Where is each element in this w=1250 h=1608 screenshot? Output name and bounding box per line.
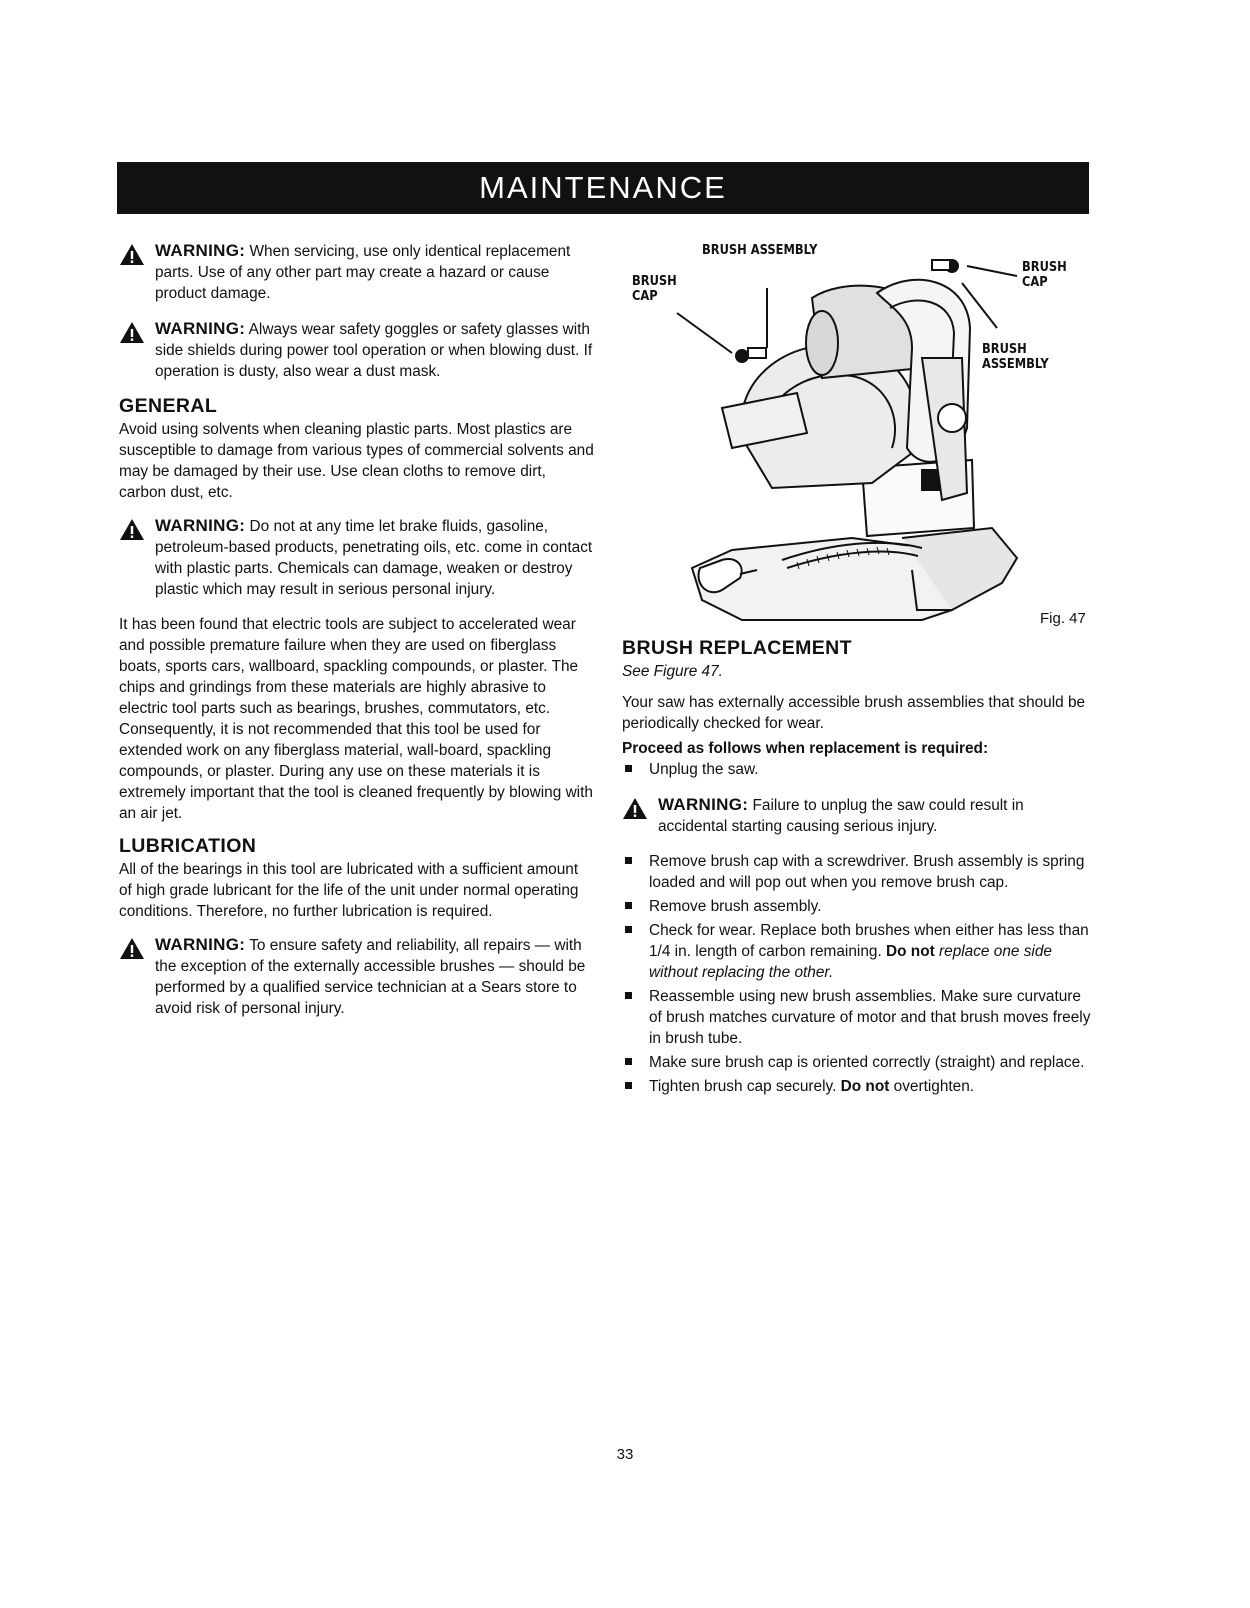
list-item: Tighten brush cap securely. Do not overtighten. <box>622 1076 1097 1097</box>
warning-block <box>622 794 1097 837</box>
figure-caption: Fig. 47 <box>1040 610 1086 627</box>
pre-step-list <box>622 759 1097 780</box>
warning-text: When servicing, use only identical replacement parts. Use of any other part may create a hazard or cause product damage. <box>155 243 571 302</box>
bullet-icon <box>625 857 632 864</box>
warning-text: Do not at any time let brake fluids, gasoline, petroleum-based products, penetrating oils, etc. come in contact with plastic parts. Chemicals can damage, weaken or destroy plastic which may result in serious personal injury. <box>155 518 593 598</box>
callout-brush-assembly-top: BRUSH ASSEMBLY <box>702 242 818 258</box>
warning-icon <box>119 515 155 600</box>
callout-brush-cap-right: BRUSH CAP <box>1022 259 1067 290</box>
bullet-icon <box>625 902 632 909</box>
brush-steps-list <box>622 851 1097 1097</box>
section-heading-general: GENERAL <box>119 395 218 417</box>
list-item: Remove brush cap with a screwdriver. Brush assembly is spring loaded and will pop out when you remove brush cap. <box>622 851 1097 893</box>
warning-label: WARNING: <box>658 795 749 814</box>
warning-label: WARNING: <box>155 935 246 954</box>
bullet-icon <box>625 992 632 999</box>
proceed-instruction: Proceed as follows when replacement is required: <box>622 740 989 757</box>
warning-block <box>119 934 595 1019</box>
warning-text: Always wear safety goggles or safety glasses with side shields during power tool operation or when blowing dust. If operation is dusty, also wear a dust mask. <box>155 321 593 380</box>
warning-label: WARNING: <box>155 241 246 260</box>
lubrication-paragraph: All of the bearings in this tool are lubricated with a sufficient amount of high grade lubricant for the life of the unit under normal operating conditions. Therefore, no further lubrication is required. <box>119 861 579 920</box>
miter-saw-illustration <box>622 238 1100 638</box>
warning-icon <box>119 318 155 382</box>
bullet-icon <box>625 926 632 933</box>
warning-icon <box>119 934 155 1019</box>
bullet-icon <box>625 1082 632 1089</box>
bullet-icon <box>625 765 632 772</box>
warning-block <box>119 318 595 382</box>
warning-icon <box>622 794 658 837</box>
right-column <box>622 612 1097 1111</box>
general-paragraph: Avoid using solvents when cleaning plastic parts. Most plastics are susceptible to damage from various types of commercial solvents and may be damaged by their use. Use clean cloths to remove dirt, carbon dust, etc. <box>119 421 594 501</box>
warning-text: Failure to unplug the saw could result in accidental starting causing serious injury. <box>658 797 1024 835</box>
callout-brush-assembly-right: BRUSH ASSEMBLY <box>982 341 1049 372</box>
warning-block <box>119 240 595 304</box>
left-column <box>119 240 595 1033</box>
list-item: Make sure brush cap is oriented correctly (straight) and replace. <box>622 1052 1097 1073</box>
section-heading-brush-replacement: BRUSH REPLACEMENT <box>622 637 852 659</box>
figure-reference: See Figure 47. <box>622 663 723 680</box>
warning-icon <box>119 240 155 304</box>
list-item: Remove brush assembly. <box>622 896 1097 917</box>
list-item: Unplug the saw. <box>622 759 1097 780</box>
page-number: 33 <box>616 1446 634 1463</box>
miter-saw-figure <box>622 238 1100 638</box>
page-title: MAINTENANCE <box>117 162 1089 214</box>
warning-text: To ensure safety and reliability, all repairs — with the exception of the externally accessible brushes — should be performed by a qualified service technician at a Sears store to avoid risk of personal injury. <box>155 937 586 1017</box>
warning-label: WARNING: <box>155 319 246 338</box>
list-item: Check for wear. Replace both brushes when either has less than 1/4 in. length of carbon remaining. Do not replace one side without replacing the other. <box>622 920 1097 983</box>
section-heading-lubrication: LUBRICATION <box>119 835 257 857</box>
warning-block <box>119 515 595 600</box>
fiberglass-paragraph: It has been found that electric tools are subject to accelerated wear and possible premature failure when they are used on fiberglass boats, sports cars, wallboard, spackling compounds, or plaster. The chips and grindings from these materials are highly abrasive to electric tool parts such as bearings, brushes, commutators, etc. Consequently, it is not recommended that this tool be used for extended work on any fiberglass material, wall-board, spackling compounds, or plaster. During any use on these materials it is extremely important that the tool is cleaned frequently by blowing with an air jet. <box>119 616 593 822</box>
callout-brush-cap-left: BRUSH CAP <box>632 273 677 304</box>
brush-intro: Your saw has externally accessible brush assemblies that should be periodically checked for wear. <box>622 694 1086 732</box>
warning-label: WARNING: <box>155 516 246 535</box>
bullet-icon <box>625 1058 632 1065</box>
list-item: Reassemble using new brush assemblies. Make sure curvature of brush matches curvature of motor and that brush moves freely in brush tube. <box>622 986 1097 1049</box>
